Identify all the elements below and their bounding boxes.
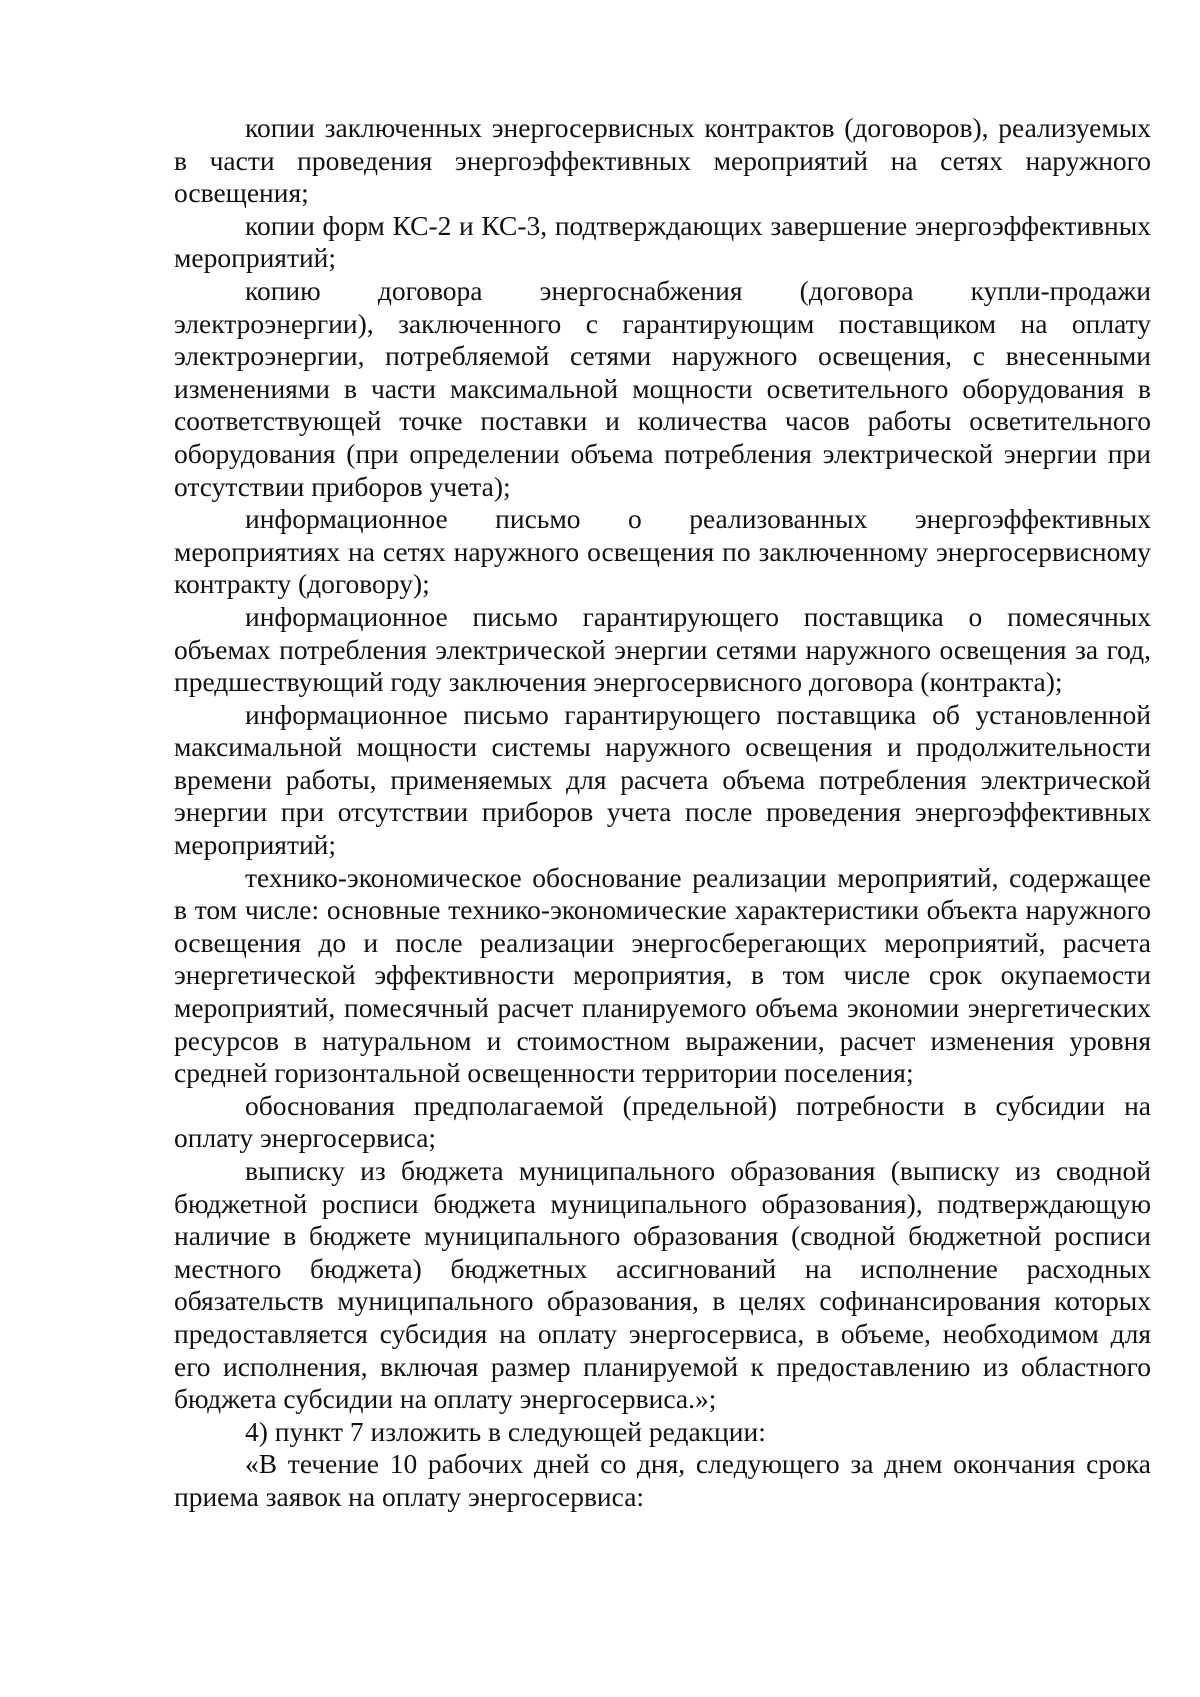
paragraph-budget-extract: выписку из бюджета муниципального образования (выписку из сводной бюджетной росписи бюджета муниципального образования), подтверждающую наличие в бюджете муниципального образования (сводной бюджетной росписи местного бюджета) бюджетных ассигнований на исполнение расходных обязательств муниципального образования, в целях софинансирования которых предоставляется субсидия на оплату энергосервиса, в объеме, необходимом для его исполнения, включая размер планируемой к предоставлению из областного бюджета субсидии на оплату энергосервиса.»; (174, 1155, 1151, 1415)
paragraph-info-letter-capacity: информационное письмо гарантирующего поставщика об установленной максимальной мощности системы наружного освещения и продолжительности времени работы, применяемых для расчета объема потребления электрической энергии при отсутствии приборов учета после проведения энергоэффективных мероприятий; (174, 698, 1151, 861)
paragraph-subsidy-justification: обоснования предполагаемой (предельной) потребности в субсидии на оплату энергосервиса; (174, 1089, 1151, 1154)
paragraph-feasibility-study: технико-экономическое обоснование реализации мероприятий, содержащее в том числе: основные технико-экономические характеристики объекта наружного освещения до и после реализации энергосберегающих мероприятий, расчета энергетической эффективности мероприятия, в том числе срок окупаемости мероприятий, помесячный расчет планируемого объема экономии энергетических ресурсов в натуральном и стоимостном выражении, расчет изменения уровня средней горизонтальной освещенности территории поселения; (174, 861, 1151, 1089)
paragraph-ks-forms: копии форм КС-2 и КС-3, подтверждающих завершение энергоэффективных мероприятий; (174, 209, 1151, 274)
paragraph-supply-contract: копию договора энергоснабжения (договора купли-продажи электроэнергии), заключенного с гарантирующим поставщиком на оплату электроэнергии, потребляемой сетями наружного освещения, с внесенными изменениями в части максимальной мощности осветительного оборудования в соответствующей точке поставки и количества часов работы осветительного оборудования (при определении объема потребления электрической энергии при отсутствии приборов учета); (174, 274, 1151, 502)
paragraph-info-letter-monthly: информационное письмо гарантирующего поставщика о помесячных объемах потребления электрической энергии сетями наружного освещения за год, предшествующий году заключения энергосервисного договора (контракта); (174, 600, 1151, 698)
paragraph-item-7-amendment: 4) пункт 7 изложить в следующей редакции: (245, 1415, 766, 1447)
paragraph-contract-copies: копии заключенных энергосервисных контрактов (договоров), реализуемых в части проведения энергоэффективных мероприятий на сетях наружного освещения; (174, 112, 1151, 209)
paragraph-info-letter-measures: информационное письмо о реализованных энергоэффективных мероприятиях на сетях наружного освещения по заключенному энергосервисному контракту (договору); (174, 503, 1151, 600)
document-page (174, 112, 1151, 1514)
paragraph-application-deadline: «В течение 10 рабочих дней со дня, следующего за днем окончания срока приема заявок на оплату энергосервиса: (174, 1448, 1151, 1512)
